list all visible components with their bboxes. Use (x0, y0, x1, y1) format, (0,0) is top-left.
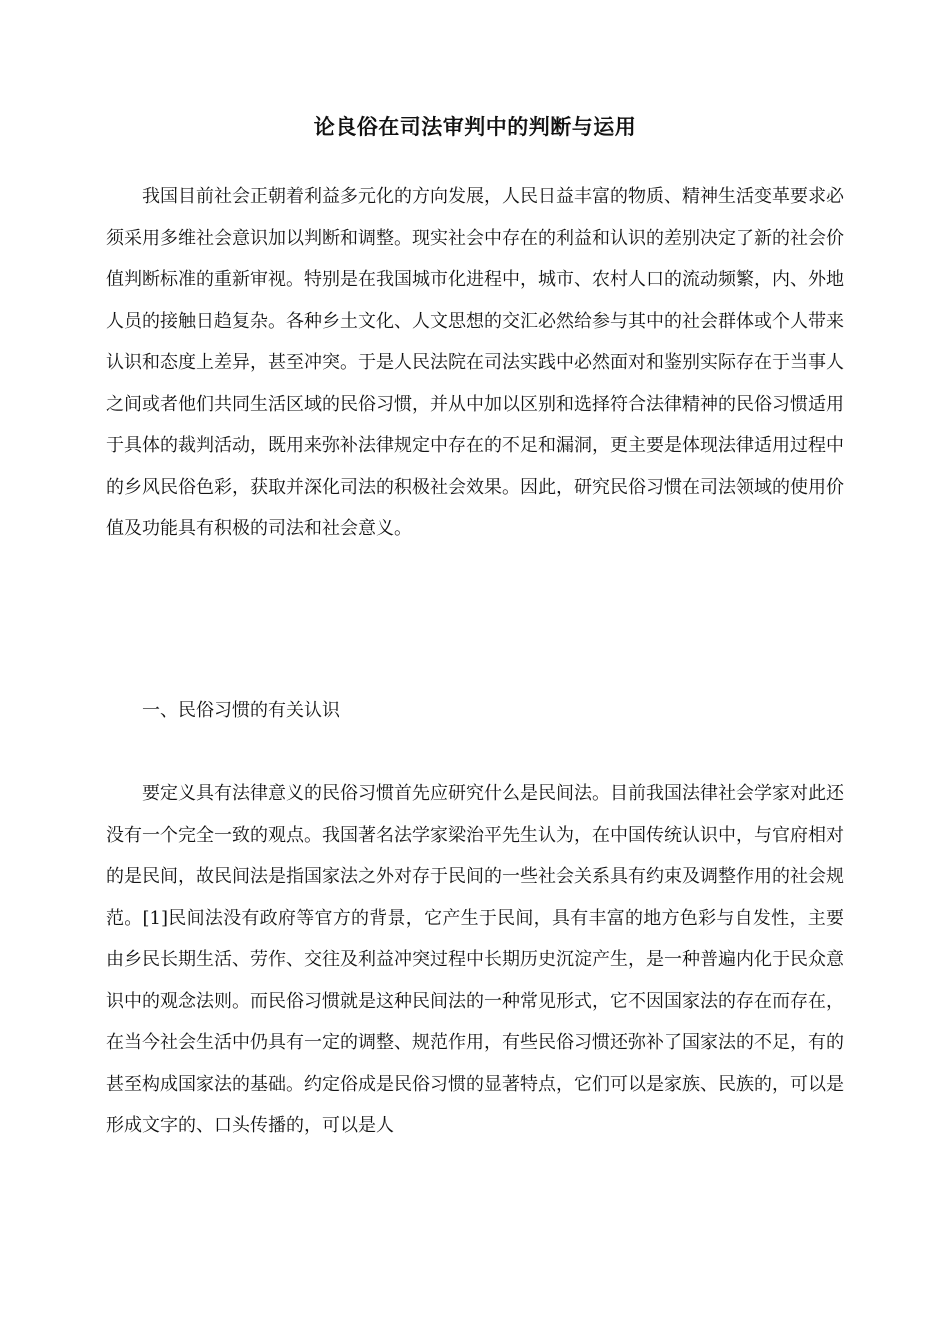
section-paragraph: 要定义具有法律意义的民俗习惯首先应研究什么是民间法。目前我国法律社会学家对此还没有一个完全一致的观点。我国著名法学家梁治平先生认为，在中国传统认识中，与官府相对的是民间，故民间法是指国家法之外对存于民间的一些社会关系具有约束及调整作用的社会规范。[1]民间法没有政府等官方的背景，它产生于民间，具有丰富的地方色彩与自发性，主要由乡民长期生活、劳作、交往及利益冲突过程中长期历史沉淀产生，是一种普遍内化于民众意识中的观念法则。而民俗习惯就是这种民间法的一种常见形式，它不因国家法的存在而存在，在当今社会生活中仍具有一定的调整、规范作用，有些民俗习惯还弥补了国家法的不足，有的甚至构成国家法的基础。约定俗成是民俗习惯的显著特点，它们可以是家族、民族的，可以是形成文字的、口头传播的，可以是人 (106, 783, 844, 1136)
section-heading: 一、民俗习惯的有关认识 (142, 700, 340, 721)
document-title: 论良俗在司法审判中的判断与运用 (313, 114, 637, 139)
intro-paragraph: 我国目前社会正朝着利益多元化的方向发展，人民日益丰富的物质、精神生活变革要求必须采用多维社会意识加以判断和调整。现实社会中存在的利益和认识的差别决定了新的社会价值判断标准的重新审视。特别是在我国城市化进程中，城市、农村人口的流动频繁，内、外地人员的接触日趋复杂。各种乡土文化、人文思想的交汇必然给参与其中的社会群体或个人带来认识和态度上差异，甚至冲突。于是人民法院在司法实践中必然面对和鉴别实际存在于当事人之间或者他们共同生活区域的民俗习惯，并从中加以区别和选择符合法律精神的民俗习惯适用于具体的裁判活动，既用来弥补法律规定中存在的不足和漏洞，更主要是体现法律适用过程中的乡风民俗色彩，获取并深化司法的积极社会效果。因此，研究民俗习惯在司法领域的使用价值及功能具有积极的司法和社会意义。 (106, 186, 844, 539)
